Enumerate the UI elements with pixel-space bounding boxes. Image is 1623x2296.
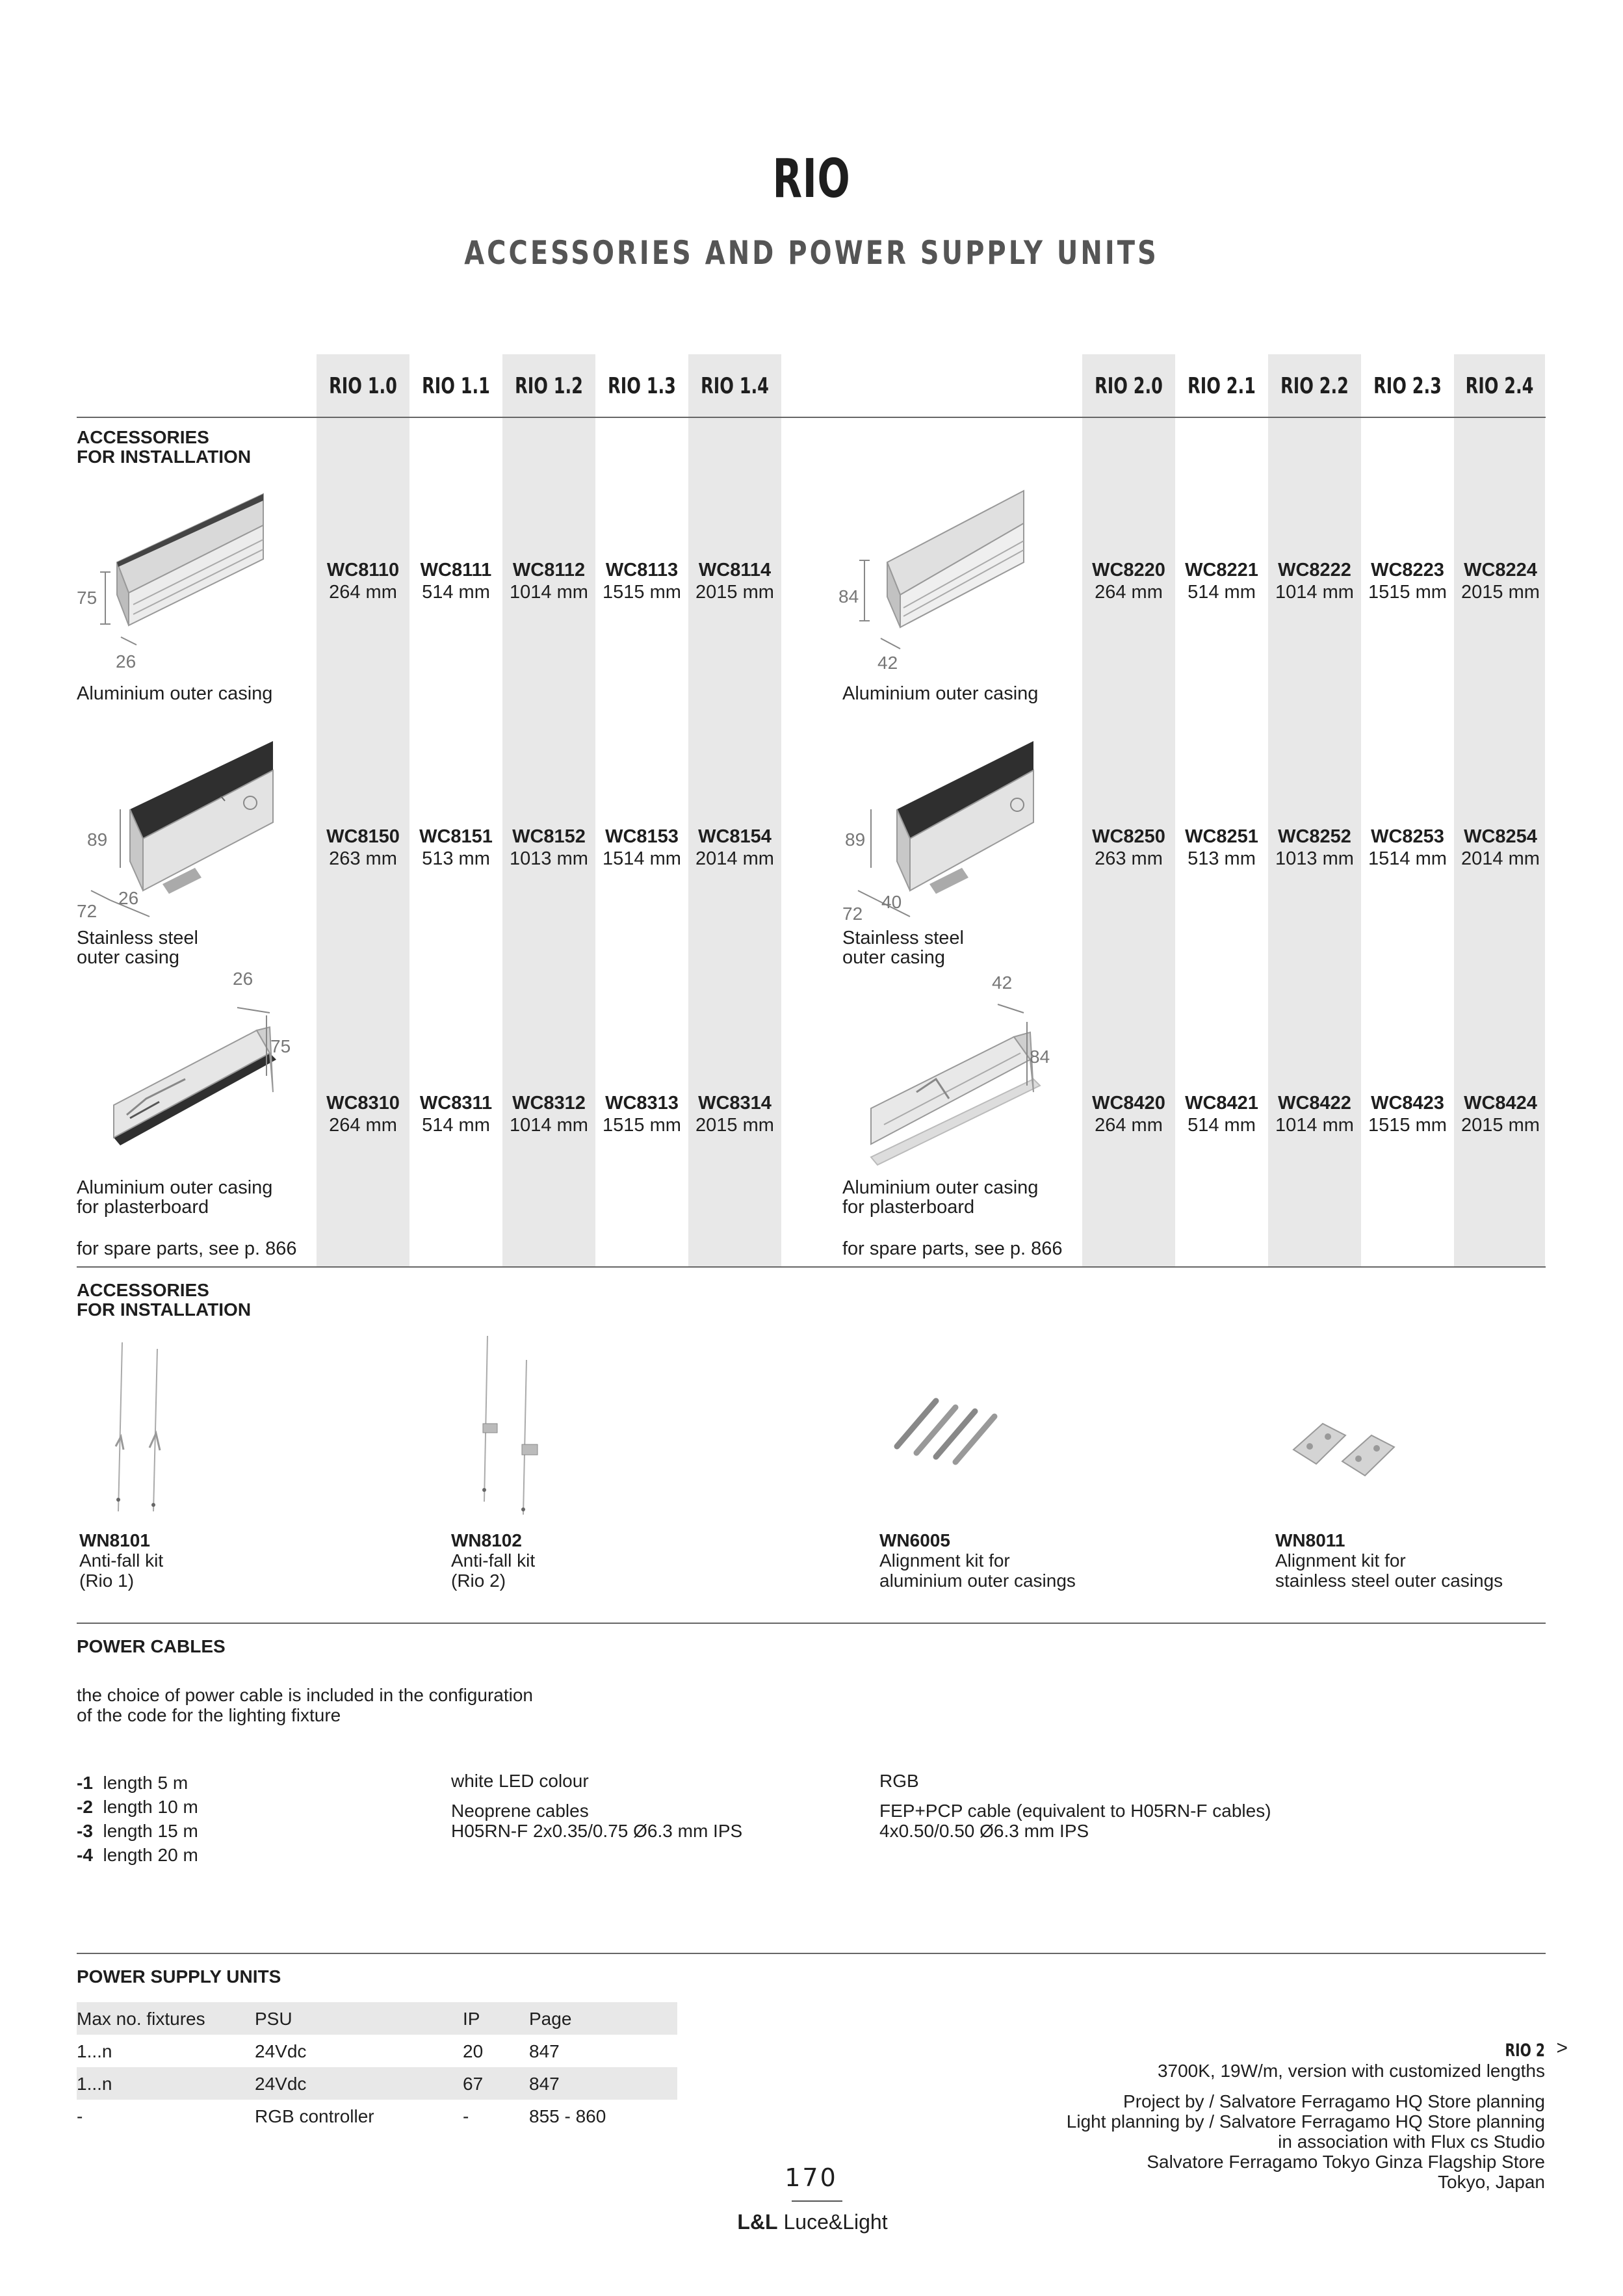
col-header-rio-2-3: RIO 2.3	[1373, 373, 1442, 399]
plasterboard-casing-rio2-image	[864, 988, 1079, 1177]
accessory-item-wn8102: WN8102 Anti-fall kit (Rio 2)	[451, 1530, 536, 1591]
footer-rule	[792, 2200, 842, 2202]
product-code-cell: WC8224 2015 mm	[1461, 560, 1540, 603]
accessories-heading-2: ACCESSORIES FOR INSTALLATION	[77, 1280, 252, 1320]
product-code-cell: WC8253 1514 mm	[1368, 826, 1447, 869]
product-code-cell: WC8114 2015 mm	[695, 560, 774, 603]
product-code-cell: WC8421 514 mm	[1185, 1093, 1258, 1136]
product-code-cell: WC8110 264 mm	[326, 560, 400, 603]
col-header-rio-1-0: RIO 1.0	[329, 373, 397, 399]
project-product: RIO 2	[1505, 2041, 1545, 2061]
accessory-item-wn8011: WN8011 Alignment kit for stainless steel outer casings	[1275, 1530, 1503, 1591]
accessory-item-wn6005: WN6005 Alignment kit for aluminium outer casings	[879, 1530, 1076, 1591]
product-code-cell: WC8252 1013 mm	[1275, 826, 1354, 869]
product-code-cell: WC8251 513 mm	[1185, 826, 1258, 869]
aluminium-casing-rio2-image	[838, 488, 1053, 683]
dim-height-75: 75	[77, 588, 97, 608]
dim-height-89-b: 89	[845, 829, 866, 850]
dim-width-42: 42	[877, 653, 898, 673]
col-header-rio-1-2: RIO 1.2	[515, 373, 583, 399]
product-code-cell: WC8113 1515 mm	[603, 560, 681, 603]
left-row-3-label: Aluminium outer casing for plasterboard	[77, 1177, 273, 1218]
product-code-cell: WC8312 1014 mm	[510, 1093, 588, 1136]
left-row-1-label: Aluminium outer casing	[77, 683, 273, 704]
dim-depth-72: 72	[77, 901, 97, 921]
cable-length-item: -1 length 5 m	[77, 1773, 188, 1793]
product-code-cell: WC8223 1515 mm	[1368, 560, 1447, 603]
left-row-2-label: Stainless steel outer casing	[77, 928, 198, 968]
product-code-cell: WC8153 1514 mm	[603, 826, 681, 869]
page-subtitle: ACCESSORIES AND POWER SUPPLY UNITS	[464, 234, 1159, 272]
power-cables-heading: POWER CABLES	[77, 1636, 226, 1656]
dim-width-42-b: 42	[992, 972, 1013, 993]
product-code-cell: WC8423 1515 mm	[1368, 1093, 1447, 1136]
project-spec: 3700K, 19W/m, version with customized lengths	[1157, 2061, 1545, 2081]
cable-length-item: -3 length 15 m	[77, 1821, 198, 1841]
table-bottom-rule	[77, 1266, 1546, 1268]
accessories-heading: ACCESSORIES FOR INSTALLATION	[77, 427, 252, 467]
col-header-rio-1-1: RIO 1.1	[422, 373, 490, 399]
dim-width-26-c: 26	[233, 969, 253, 989]
col-header-rio-2-4: RIO 2.4	[1465, 373, 1534, 399]
product-code-cell: WC8254 2014 mm	[1461, 826, 1540, 869]
product-code-cell: WC8250 263 mm	[1092, 826, 1165, 869]
product-code-cell: WC8111 514 mm	[420, 560, 492, 603]
aluminium-casing-rio1-image	[71, 488, 279, 683]
dim-height-89: 89	[87, 829, 108, 850]
cable-length-item: -2 length 10 m	[77, 1797, 198, 1817]
dim-depth-72-b: 72	[842, 904, 863, 924]
dim-width-26: 26	[116, 651, 136, 672]
alignment-kit-aluminium-image	[890, 1394, 1007, 1466]
psu-row: 1...n 24Vdc 20 847	[77, 2041, 560, 2061]
accessory-item-wn8101: WN8101 Anti-fall kit (Rio 1)	[79, 1530, 164, 1591]
white-led-cable-spec: white LED colour Neoprene cables H05RN-F 2x0.35/0.75 Ø6.3 mm IPS	[451, 1771, 743, 1841]
dim-width-40: 40	[881, 892, 902, 912]
cable-length-list	[77, 1771, 198, 1867]
footer-brand: L&L Luce&Light	[737, 2210, 888, 2234]
page-number: 170	[785, 2163, 838, 2192]
left-spare-parts-note: for spare parts, see p. 866	[77, 1238, 297, 1259]
dim-width-26-b: 26	[118, 888, 139, 908]
accessories-bottom-rule	[77, 1623, 1546, 1624]
alignment-kit-stainless-image	[1290, 1411, 1404, 1482]
cable-length-item: -4 length 20 m	[77, 1845, 198, 1865]
power-supply-heading: POWER SUPPLY UNITS	[77, 1966, 281, 1987]
next-arrow-icon[interactable]: >	[1556, 2037, 1568, 2059]
product-code-cell: WC8314 2015 mm	[695, 1093, 774, 1136]
product-code-cell: WC8424 2015 mm	[1461, 1093, 1540, 1136]
dim-height-75-b: 75	[270, 1036, 291, 1056]
product-code-cell: WC8152 1013 mm	[510, 826, 588, 869]
psu-row: 1...n 24Vdc 67 847	[77, 2067, 677, 2100]
plasterboard-casing-rio1-image	[101, 975, 315, 1170]
dim-height-84-b: 84	[1030, 1047, 1050, 1067]
col-header-rio-1-4: RIO 1.4	[701, 373, 769, 399]
anti-fall-kit-rio2-image	[471, 1333, 543, 1521]
stainless-casing-rio2-image	[838, 728, 1046, 917]
product-code-cell: WC8112 1014 mm	[510, 560, 588, 603]
product-code-cell: WC8422 1014 mm	[1275, 1093, 1354, 1136]
product-code-cell: WC8222 1014 mm	[1275, 560, 1354, 603]
psu-header-row: Max no. fixtures PSU IP Page	[77, 2002, 677, 2035]
product-code-cell: WC8310 264 mm	[326, 1093, 400, 1136]
product-code-cell: WC8150 263 mm	[326, 826, 400, 869]
power-cables-note: the choice of power cable is included in the configuration of the code for the lighting fixture	[77, 1685, 533, 1725]
product-code-cell: WC8221 514 mm	[1185, 560, 1258, 603]
anti-fall-kit-rio1-image	[104, 1336, 175, 1518]
right-row-1-label: Aluminium outer casing	[842, 683, 1039, 704]
page-title: RIO	[772, 148, 851, 210]
right-row-3-label: Aluminium outer casing for plasterboard	[842, 1177, 1039, 1218]
product-code-cell: WC8313 1515 mm	[603, 1093, 681, 1136]
rgb-cable-spec: RGB FEP+PCP cable (equivalent to H05RN-F cables) 4x0.50/0.50 Ø6.3 mm IPS	[879, 1771, 1271, 1841]
col-header-rio-2-2: RIO 2.2	[1280, 373, 1349, 399]
product-code-cell: WC8151 513 mm	[419, 826, 493, 869]
right-row-2-label: Stainless steel outer casing	[842, 928, 964, 968]
col-header-rio-1-3: RIO 1.3	[608, 373, 676, 399]
psu-row: - RGB controller - 855 - 860	[77, 2106, 606, 2126]
header-rule	[77, 417, 1546, 418]
product-code-cell: WC8311 514 mm	[419, 1093, 493, 1136]
dim-height-84: 84	[838, 586, 859, 607]
product-code-cell: WC8220 264 mm	[1092, 560, 1165, 603]
right-spare-parts-note: for spare parts, see p. 866	[842, 1238, 1063, 1259]
product-code-cell: WC8154 2014 mm	[695, 826, 774, 869]
col-header-rio-2-0: RIO 2.0	[1095, 373, 1163, 399]
project-caption: RIO 2 3700K, 19W/m, version with customized lengths Project by / Salvatore Ferragamo HQ Store planning Light planning by / Salvatore Ferragamo HQ Store planning in association with Flux cs Studio Salvatore Ferragamo Tokyo Ginza Flagship Store Tokyo, Japan	[960, 2040, 1545, 2192]
product-code-cell: WC8420 264 mm	[1092, 1093, 1165, 1136]
col-header-rio-2-1: RIO 2.1	[1188, 373, 1256, 399]
power-cables-bottom-rule	[77, 1953, 1546, 1954]
stainless-casing-rio1-image	[71, 728, 279, 917]
